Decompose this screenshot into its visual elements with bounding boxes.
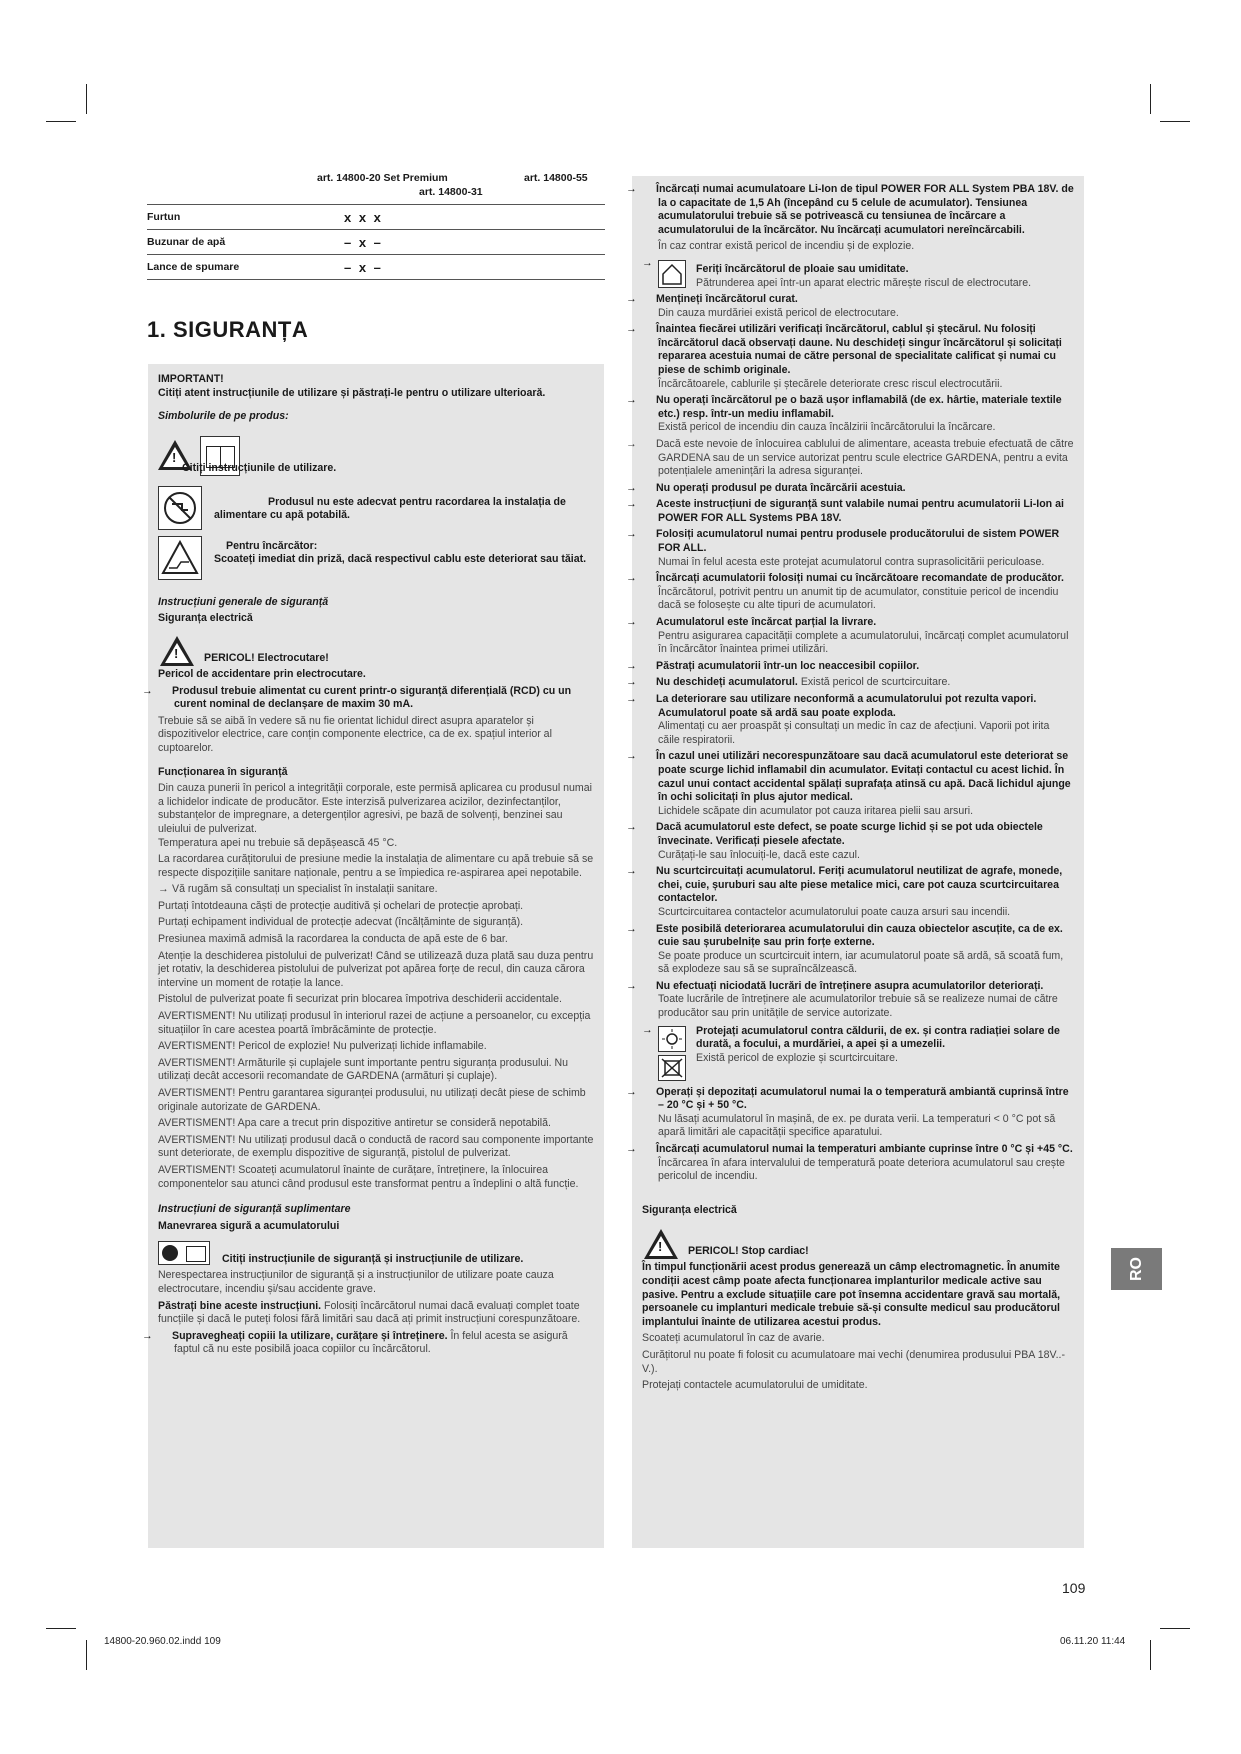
arrow-icon: → — [626, 183, 637, 195]
item-bold: La deteriorare sau utilizare neconformă a acumulatorului pot rezulta vapori. Acumulatorul poate să ardă sau poate exploda. — [656, 693, 1037, 719]
electrical-heading: Siguranța electrică — [158, 612, 253, 625]
table-cell-label: Lance de spumare — [147, 261, 240, 273]
arrow-icon: → — [626, 616, 637, 629]
item-bold: Aceste instrucțiuni de siguranță sunt valabile numai pentru acumulatorii Li-Ion ai POWER FOR ALL Systems PBA 18V. — [656, 498, 1064, 524]
danger-label: PERICOL! Stop cardiac! — [688, 1245, 809, 1258]
table-cell-marks: – x – — [344, 260, 383, 275]
item-bold: Folosiți acumulatorul numai pentru produsele producătorului de sistem POWER FOR ALL. — [656, 528, 1060, 555]
item-note: Încărcarea în afara intervalului de temperatură poate deteriora acumulatorul sau crește pericolul de incendiu. — [658, 1156, 1065, 1183]
paragraph: AVERTISMENT! Apa care a trecut prin dispozitive antiretur se consideră nepotabilă. — [158, 1117, 551, 1130]
heat-sun-icon — [658, 1026, 686, 1052]
item-bold: Înaintea fiecărei utilizări verificați încărcătorul, cablul și ștecărul. Nu folosiți încărcătorul dacă observați daune. Nu deschideți singur încărcătorul și solicitați repararea acestuia numai de către personal de specialitate calificat și numai cu piese de schimb originale. — [656, 323, 1062, 376]
arrow-icon: → — [626, 1143, 637, 1156]
item-bold: Dacă acumulatorul este defect, se poate scurge lichid și se pot uda obiectele învecinate. Verificați piesele afectate. — [656, 821, 1043, 847]
crop-mark — [46, 1628, 76, 1629]
language-tab — [1111, 1248, 1162, 1290]
table-row — [147, 229, 605, 254]
item-bold: Nu operați produsul pe durata încărcării acestuia. — [656, 481, 906, 494]
left-safety-panel — [142, 364, 604, 1548]
item-note: Alimentați cu aer proaspăt și consultați un medic în caz de afecțiuni. Vaporii pot irita căile respiratorii. — [658, 720, 1050, 746]
paragraph: La racordarea curățitorului de presiune medie la instalația de alimentare cu apă trebuie să se respecte dispozițiile sanitare naționale, pentru a se împiedica re-aspirarea apei nepotabile. — [158, 853, 594, 879]
item-note: Curățați-le sau înlocuiți-le, dacă este cazul. — [658, 848, 860, 861]
arrow-icon: → — [626, 394, 637, 407]
read-safety-row — [158, 1241, 594, 1269]
paragraph — [142, 1329, 594, 1357]
paragraph-bold: Păstrați bine aceste instrucțiuni. — [158, 1299, 322, 1312]
paragraph: Temperatura apei nu trebuie să depășească 45 °C. — [158, 836, 398, 849]
paragraph: Curățitorul nu poate fi folosit cu acumulatoare mai vechi (denumirea produsului PBA 18V..-V.). — [642, 1348, 1065, 1375]
paragraph: AVERTISMENT! Nu utilizați produsul în interiorul razei de acțiune a persoanelor, cu excepția situațiilor în care acestea poartă îmbrăcăminte de protecție. — [158, 1010, 591, 1036]
paragraph: AVERTISMENT! Pentru garantarea siguranței produsului, nu utilizați decât piese de schimb originale autorizate de GARDENA. — [158, 1087, 586, 1113]
paragraph: Presiunea maximă admisă la racordarea la conducta de apă este de 6 bar. — [158, 933, 508, 946]
battery-item — [626, 437, 1074, 479]
item-note: Din cauza murdăriei există pericol de electrocutare. — [658, 306, 899, 319]
arrow-icon: → — [626, 437, 637, 450]
battery-item — [626, 323, 1074, 377]
item-bold: Este posibilă deteriorarea acumulatorului din cauza obiectelor ascuțite, ca de ex. cuie sau șurubelnițe sau prin forțe externe. — [656, 922, 1063, 949]
item-bold: Feriți încărcătorul de ploaie sau umiditate. — [696, 262, 909, 275]
battery-item — [626, 394, 1074, 421]
symbol-label: Produsul nu este adecvat pentru racordarea la instalația de alimentare cu apă potabilă. — [214, 495, 566, 522]
battery-item — [626, 481, 1074, 496]
symbol-row — [158, 434, 594, 482]
crop-mark — [46, 121, 76, 122]
arrow-icon: → — [626, 865, 637, 878]
battery-item — [626, 922, 1074, 950]
item-note: În caz contrar există pericol de incendiu și de explozie. — [658, 240, 915, 253]
right-safety-panel — [626, 176, 1084, 1548]
table-cell-marks: – x – — [344, 235, 383, 250]
paragraph: AVERTISMENT! Armăturile și cuplajele sunt importante pentru siguranța produsului. Nu utilizați decât accesorii recomandate de GARDENA (armături și cuplaje). — [158, 1056, 569, 1083]
read-safety-label: Citiți instrucțiunile de siguranță și instrucțiunile de utilizare. — [222, 1253, 524, 1266]
battery-item — [626, 750, 1074, 804]
arrow-icon: → — [626, 979, 637, 992]
item-bold: Nu deschideți acumulatorul. — [656, 676, 798, 689]
paragraph-text: În felul acesta se asigură faptul că nu este posibilă joaca copiilor cu încărcătorul. — [174, 1329, 568, 1356]
arrow-icon: → — [642, 1023, 653, 1036]
item-note: Numai în felul acesta este protejat acumulatorul contra suprasolicitării periculoase. — [658, 555, 1045, 568]
battery-item — [626, 1143, 1074, 1157]
arrow-icon: → — [626, 1085, 637, 1098]
paragraph: Purtați întotdeauna căști de protecție auditivă și ochelari de protecție aprobați. — [158, 899, 524, 912]
item-bold: Acumulatorul este încărcat parțial la livrare. — [656, 616, 877, 629]
paragraph: Scoateți acumulatorul în caz de avarie. — [642, 1332, 825, 1345]
arrow-icon: → — [626, 922, 637, 935]
item-bold: Mențineți încărcătorul curat. — [656, 292, 798, 305]
arrow-icon: → — [626, 498, 637, 511]
paragraph-text: Vă rugăm să consultați un specialist în instalații sanitare. — [172, 883, 438, 896]
paragraph: Nerespectarea instrucțiunilor de siguranță și a instrucțiunilor de utilizare poate cauza electrocutare, incendiu și/sau accidente grave. — [158, 1269, 554, 1295]
battery-item — [642, 1024, 1074, 1086]
arrow-icon: → — [142, 1329, 153, 1342]
battery-item — [626, 693, 1074, 720]
no-potable-water-icon — [158, 486, 202, 530]
danger-text: Pericol de accidentare prin electrocutare. — [158, 667, 366, 680]
table-cell-label: Buzunar de apă — [147, 236, 226, 248]
symbol-label: Citiți instrucțiunile de utilizare. — [182, 461, 337, 474]
paragraph-text: Folosiți încărcătorul numai dacă evaluați complet toate funcțiile și dacă le puteți folosi fără limitări sau dacă ați primit instrucțiuni corespunzătoare. — [158, 1299, 581, 1326]
table-col-header: art. 14800-31 — [419, 186, 483, 198]
item-note: Pătrunderea apei într-un aparat electric mărește riscul de electrocutare. — [696, 276, 1032, 289]
item-note: Nu lăsați acumulatorul în mașină, de ex. pe durata verii. La temperaturi < 0 °C pot să apară limitări ale capacității specifice aparatului. — [658, 1112, 1056, 1139]
paragraph: Protejați contactele acumulatorului de umiditate. — [642, 1379, 868, 1392]
item-note: Lichidele scăpate din acumulator pot cauza iritarea pielii sau arsuri. — [658, 804, 974, 817]
danger-label: PERICOL! Electrocutare! — [204, 651, 329, 664]
item-bold: Încărcați numai acumulatoare Li-Ion de tipul POWER FOR ALL System PBA 18V. de la o capacitate de 1,5 Ah (începând cu 5 celule de acumulator). Tensiunea acumulatorului trebuie să se potrivească cu tensiunea de încărcare a acumulatorului de la încărcător. Nu încărcați acumulatori nereîncărcabili. — [656, 183, 1074, 236]
crop-mark — [1150, 1640, 1151, 1670]
table-cell-marks: x x x — [344, 210, 383, 225]
table-row — [147, 254, 605, 280]
rcd-instruction — [142, 684, 594, 712]
item-note: Există pericol de explozie și scurtcircuitare. — [696, 1051, 898, 1064]
item-note: Încărcătorul, potrivit pentru un anumit tip de acumulator, constituie pericol de incendiu dacă se folosește cu alte tipuri de acumulatori. — [658, 585, 1059, 612]
item-bold: În cazul unei utilizări necorespunzătoare sau dacă acumulatorul este deteriorat se poate scurge lichid inflamabil din acumulator. Evitați contactul cu acest lichid. În cazul unui contact accidental spălați suprafața atinsă cu apă. Dacă lichidul ajunge în ochi solicitați în plus ajutor medical. — [656, 750, 1071, 804]
crop-mark — [86, 84, 87, 114]
symbol-row — [158, 486, 594, 532]
arrow-icon: → — [626, 693, 637, 705]
paragraph: AVERTISMENT! Pericol de explozie! Nu pulverizați lichide inflamabile. — [158, 1040, 487, 1053]
general-heading: Instrucțiuni generale de siguranță — [158, 595, 329, 608]
arrow-icon: → — [626, 572, 637, 585]
article-table — [147, 170, 605, 280]
table-row — [147, 204, 605, 229]
item-note: Există pericol de incendiu din cauza încălzirii încărcătorului la încărcare. — [658, 421, 996, 434]
paragraph: Purtați echipament individual de protecție adecvat (încălțăminte de siguranță). — [158, 916, 524, 929]
no-water-icon — [658, 1055, 686, 1081]
item-note: Scurtcircuitarea contactelor acumulatorului poate cauza arsuri sau incendii. — [658, 905, 1011, 918]
table-cell-label: Furtun — [147, 211, 181, 223]
rcd-text: Produsul trebuie alimentat cu curent printr-o siguranță diferențială (RCD) cu un curent nominal de declanșare de maxim 30 mA. — [172, 684, 572, 711]
item-bold: Încărcați acumulatorii folosiți numai cu încărcătoare recomandate de producător. — [656, 572, 1064, 585]
item-bold: Operați și depozitați acumulatorul numai la o temperatură ambiantă cuprinsă între – 20 °C și + 50 °C. — [656, 1085, 1069, 1112]
paragraph: Atenție la deschiderea pistolului de pulverizat! Când se utilizează duza plată sau duza pentru jet rotativ, la deschiderea pistolului de pulverizat pot apărea forțe de recul, din cauza cărora intervine un moment de rotație la lance. — [158, 949, 594, 989]
table-header — [147, 170, 605, 204]
page-number: 109 — [1062, 1580, 1086, 1596]
language-tab-label: RO — [1128, 1257, 1145, 1281]
crop-mark — [1160, 1628, 1190, 1629]
battery-item — [626, 676, 1074, 690]
symbol-row — [158, 536, 594, 584]
item-bold: Protejați acumulatorul contra căldurii, de ex. și contra radiației solare de durată, a focului, a murdăriei, a apei și a umezelii. — [696, 1024, 1060, 1051]
warning-icon: ! — [644, 1229, 678, 1259]
danger-row — [642, 1227, 1074, 1261]
item-note: Se poate produce un scurtcircuit intern, iar acumulatorul poate să ardă, să scoată fum, să explodeze sau să se supraîncălzească. — [658, 949, 1064, 976]
arrow-icon: → — [626, 528, 637, 541]
crop-mark — [1150, 84, 1151, 114]
battery-item — [626, 1085, 1074, 1113]
paragraph: AVERTISMENT! Nu utilizați produsul dacă o conductă de racord sau componente importante sunt deteriorate, de exemplu dispozitive de siguranță, pistolul de pulverizat. — [158, 1133, 594, 1160]
table-col-header: art. 14800-20 Set Premium — [317, 172, 448, 184]
battery-item — [626, 659, 1074, 674]
battery-item — [626, 292, 1074, 307]
table-col-header: art. 14800-55 — [524, 172, 588, 184]
paragraph: AVERTISMENT! Scoateți acumulatorul înainte de curățare, întreținere, la înlocuirea componentelor sau atunci când produsul este transformat pentru a îndeplini o altă funcție. — [158, 1163, 579, 1190]
battery-item — [626, 821, 1074, 848]
safety-manual-icon — [158, 1241, 210, 1265]
arrow-icon: → — [626, 821, 637, 834]
battery-item — [626, 528, 1074, 555]
item-content — [696, 1025, 1076, 1066]
extra-heading: Instrucțiuni de siguranță suplimentare — [158, 1203, 351, 1216]
arrow-icon: → — [642, 256, 653, 269]
paragraph — [158, 1300, 594, 1327]
footer-file-name: 14800-20.960.02.indd 109 — [104, 1636, 221, 1647]
section-title: 1. SIGURANȚA — [147, 317, 309, 342]
arrow-icon: → — [626, 676, 637, 689]
charger-symbol-text: Scoateți imediat din priză, dacă respectivul cablu este deteriorat sau tăiat. — [214, 553, 587, 566]
paragraph — [158, 883, 594, 897]
battery-item — [642, 257, 1074, 293]
battery-item — [626, 865, 1074, 906]
arrow-icon: → — [626, 750, 637, 763]
paragraph-bold: Supravegheați copiii la utilizare, curățare și întreținere. — [172, 1329, 448, 1342]
battery-item — [626, 616, 1074, 630]
arrow-icon: → — [626, 323, 637, 336]
battery-item — [626, 979, 1074, 994]
arrow-icon: → — [626, 481, 637, 494]
emf-warning: În timpul funcționării acest produs generează un câmp electromagnetic. În anumite condiții acest câmp poate afecta funcționarea implanturilor medicale active sau pasive. Pentru a exclude situațiile care pot însemna accidentare gravă sau mortală, persoanele cu implanturi medicale trebuie să-și consulte medicul sau producătorul implantului înainte de utilizarea acestui produs. — [642, 1261, 1061, 1328]
danger-row — [158, 634, 594, 668]
arrow-icon: → — [158, 883, 169, 896]
functioning-heading: Funcționarea în siguranță — [158, 765, 288, 778]
item-bold: Nu efectuați niciodată lucrări de întreținere asupra acumulatorilor deteriorați. — [656, 979, 1044, 992]
symbol-label — [214, 540, 602, 567]
house-icon — [658, 260, 686, 288]
item-text: Există pericol de scurtcircuitare. — [797, 676, 951, 689]
battery-item — [626, 183, 1074, 237]
charger-cable-icon — [158, 536, 202, 580]
arrow-icon: → — [142, 684, 153, 697]
battery-heading: Manevrarea sigură a acumulatorului — [158, 1219, 340, 1232]
paragraph: Pistolul de pulverizat poate fi securizat prin blocarea împotriva deschiderii accidentale. — [158, 993, 562, 1006]
paragraph: Din cauza punerii în pericol a integrității corporale, este permisă aplicarea cu produsul numai a lichidelor indicate de producător. Este interzisă pulverizarea acizilor, dezinfectanților, substanțelor de impregnare, a detergenților agresivi, pe bază de solvenți, benzinei sau uleiului de pulverizat. — [158, 782, 592, 835]
charger-symbol-title: Pentru încărcător: — [226, 539, 318, 552]
footer-timestamp: 06.11.20 11:44 — [1060, 1636, 1126, 1647]
symbols-heading: Simbolurile de pe produs: — [158, 410, 289, 423]
item-bold: Nu operați încărcătorul pe o bază ușor inflamabilă (de ex. hârtie, materiale textile etc.) resp. într-un mediu inflamabil. — [656, 394, 1062, 420]
item-bold: Nu scurtcircuitați acumulatorul. Feriți acumulatorul neutilizat de agrafe, monede, chei, cuie, șuruburi sau alte piese metalice mici, care pot cauza scurtcircuitarea contactelor. — [656, 865, 1063, 905]
item-note: Toate lucrările de întreținere ale acumulatorilor trebuie să se realizeze numai de către producător sau prin unitățile de service autorizate. — [658, 993, 1058, 1020]
rcd-note: Trebuie să se aibă în vedere să nu fie orientat lichidul direct asupra aparatelor și dispozitivelor electrice, care conțin componente electrice, ca de ex. spațiul interior al cuptoarelor. — [158, 714, 552, 754]
crop-mark — [86, 1640, 87, 1670]
warning-icon: ! — [158, 434, 196, 480]
crop-mark — [1160, 121, 1190, 122]
electrical-heading: Siguranța electrică — [642, 1203, 737, 1216]
item-bold: Încărcați acumulatorul numai la temperaturi ambiante cuprinse între 0 °C și +45 °C. — [656, 1143, 1073, 1156]
arrow-icon: → — [626, 292, 637, 305]
warning-icon: ! — [160, 636, 194, 666]
battery-item — [626, 498, 1074, 525]
arrow-icon: → — [626, 659, 637, 672]
important-text: Citiți atent instrucțiunile de utilizare și păstrați-le pentru o utilizare ulterioară. — [158, 386, 546, 399]
important-label: IMPORTANT! — [158, 373, 224, 385]
item-bold: Păstrați acumulatorii într-un loc neaccesibil copiilor. — [656, 659, 920, 672]
item-text: Dacă este nevoie de înlocuirea cablului de alimentare, aceasta trebuie efectuată de către GARDENA sau de un service autorizat pentru scule electrice GARDENA, pentru a evita potențialele amenințări la adresa siguranței. — [656, 437, 1074, 478]
item-note: Încărcătoarele, cablurile și ștecărele deteriorate cresc riscul electrocutării. — [658, 377, 1003, 390]
battery-item — [626, 572, 1074, 586]
item-note: Pentru asigurarea capacității complete a acumulatorului, încărcați complet acumulatorul în încărcător înaintea primei utilizări. — [658, 629, 1069, 656]
